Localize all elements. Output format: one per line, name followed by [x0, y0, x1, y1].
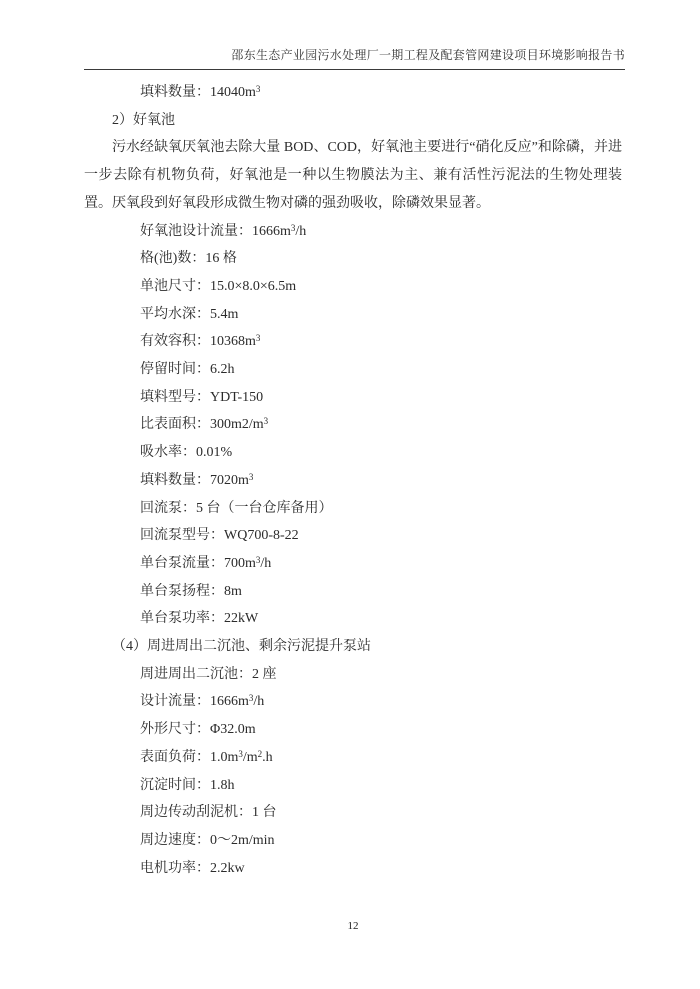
param-value: $1666m^3/h$	[252, 222, 307, 239]
param-value: 8m	[224, 583, 242, 599]
param-value: $14040m^3$	[210, 84, 261, 100]
param-value: WQ700-8-22	[224, 528, 299, 544]
superscript: 3	[255, 554, 261, 565]
superscript: 3	[238, 748, 243, 759]
parameter-line	[84, 411, 622, 439]
parameter-line	[84, 218, 622, 246]
param-value: $1666m^3/h$	[210, 693, 265, 710]
param-label: 周边速度：	[140, 832, 210, 848]
parameter-line	[84, 799, 622, 827]
header-title: 邵东生态产业园污水处理厂一期工程及配套管网建设项目环境影响报告书	[231, 48, 625, 62]
superscript: 3	[248, 693, 254, 704]
parameter-line	[84, 356, 622, 384]
parameter-line	[84, 522, 622, 550]
page-number: 12	[347, 920, 359, 932]
parameter-line	[84, 467, 622, 495]
parameter-line	[84, 328, 622, 356]
param-label: 填料型号：	[140, 389, 210, 405]
superscript: 3	[263, 416, 269, 427]
param-value: $700m^3/h$	[224, 554, 272, 571]
parameter-line	[84, 273, 622, 301]
parameter-line	[84, 384, 622, 412]
param-value: 5 台（一台仓库备用）	[196, 500, 333, 516]
param-label: 单池尺寸：	[140, 278, 210, 294]
param-label: 平均水深：	[140, 306, 210, 322]
param-value: $7020m^3$	[210, 471, 254, 488]
parameter-line	[84, 495, 622, 523]
parameter-line	[84, 245, 622, 273]
param-value: YDT-150	[210, 389, 264, 405]
param-value: 1.8h	[210, 777, 235, 793]
parameter-line	[84, 578, 622, 606]
param-label: 有效容积：	[140, 334, 210, 350]
param-label: 回流泵型号：	[140, 528, 224, 544]
param-label: 单台泵扬程：	[140, 583, 224, 599]
param-value: $10368m^3$	[210, 333, 261, 350]
param-label: 填料数量：	[140, 85, 210, 100]
param-value: 0～2m/min	[210, 832, 275, 848]
page-header	[84, 46, 625, 70]
param-label: 周边传动刮泥机：	[140, 805, 252, 821]
section-heading: 2）好氧池	[112, 112, 175, 128]
superscript: 3	[255, 84, 261, 94]
param-label: 单台泵流量：	[140, 555, 224, 571]
param-label: 比表面积：	[140, 417, 210, 433]
param-value: $1.0m^3/m^2.h$	[210, 748, 273, 765]
parameter-line	[84, 772, 622, 800]
superscript: 2	[257, 748, 263, 759]
superscript: 3	[290, 222, 296, 233]
parameter-line	[84, 661, 622, 689]
section-heading: （4）周进周出二沉池、剩余污泥提升泵站	[112, 639, 371, 655]
document-content	[84, 79, 622, 882]
param-value: 2.2kw	[210, 860, 245, 876]
body-paragraph: 污水经缺氧厌氧池去除大量 BOD、COD，好氧池主要进行“硝化反应”和除磷，并进一步去除有机物负荷，好氧池是一种以生物膜法为主、兼有活性污泥法的生物处理装置。厌氧段到好氧段形成微生物对磷的强劲吸收，除磷效果显著。	[84, 140, 622, 211]
param-label: 停留时间：	[140, 362, 210, 378]
param-value: 22kW	[224, 611, 259, 627]
param-value: 1 台	[252, 805, 277, 821]
param-label: 格(池)数：	[140, 251, 206, 267]
parameter-line	[84, 439, 622, 467]
param-label: 外形尺寸：	[140, 722, 210, 738]
param-value: Φ32.0m	[210, 722, 256, 738]
param-value: 15.0×8.0×6.5m	[210, 278, 297, 294]
param-label: 周进周出二沉池：	[140, 666, 252, 682]
param-value: 2 座	[252, 666, 277, 682]
param-label: 填料数量：	[140, 472, 210, 488]
parameter-line	[84, 827, 622, 855]
parameter-line	[84, 605, 622, 633]
parameter-line	[84, 688, 622, 716]
param-label: 单台泵功率：	[140, 611, 224, 627]
param-label: 沉淀时间：	[140, 777, 210, 793]
parameter-line	[84, 79, 622, 107]
param-label: 好氧池设计流量：	[140, 223, 252, 239]
param-value: 5.4m	[210, 306, 239, 322]
param-value: 16 格	[205, 251, 237, 267]
superscript: 3	[248, 471, 254, 482]
superscript: 3	[255, 333, 261, 344]
parameter-line	[84, 550, 622, 578]
param-value: 0.01%	[196, 445, 233, 461]
parameter-line	[84, 716, 622, 744]
parameter-line	[84, 855, 622, 883]
param-value: $300m2/m^3$	[210, 416, 269, 433]
param-label: 电机功率：	[140, 860, 210, 876]
parameter-line	[84, 301, 622, 329]
param-label: 设计流量：	[140, 694, 210, 710]
param-label: 吸水率：	[140, 445, 196, 461]
param-value: 6.2h	[210, 362, 235, 378]
parameter-line	[84, 744, 622, 772]
page-footer	[84, 920, 622, 932]
param-label: 表面负荷：	[140, 749, 210, 765]
param-label: 回流泵：	[140, 500, 196, 516]
